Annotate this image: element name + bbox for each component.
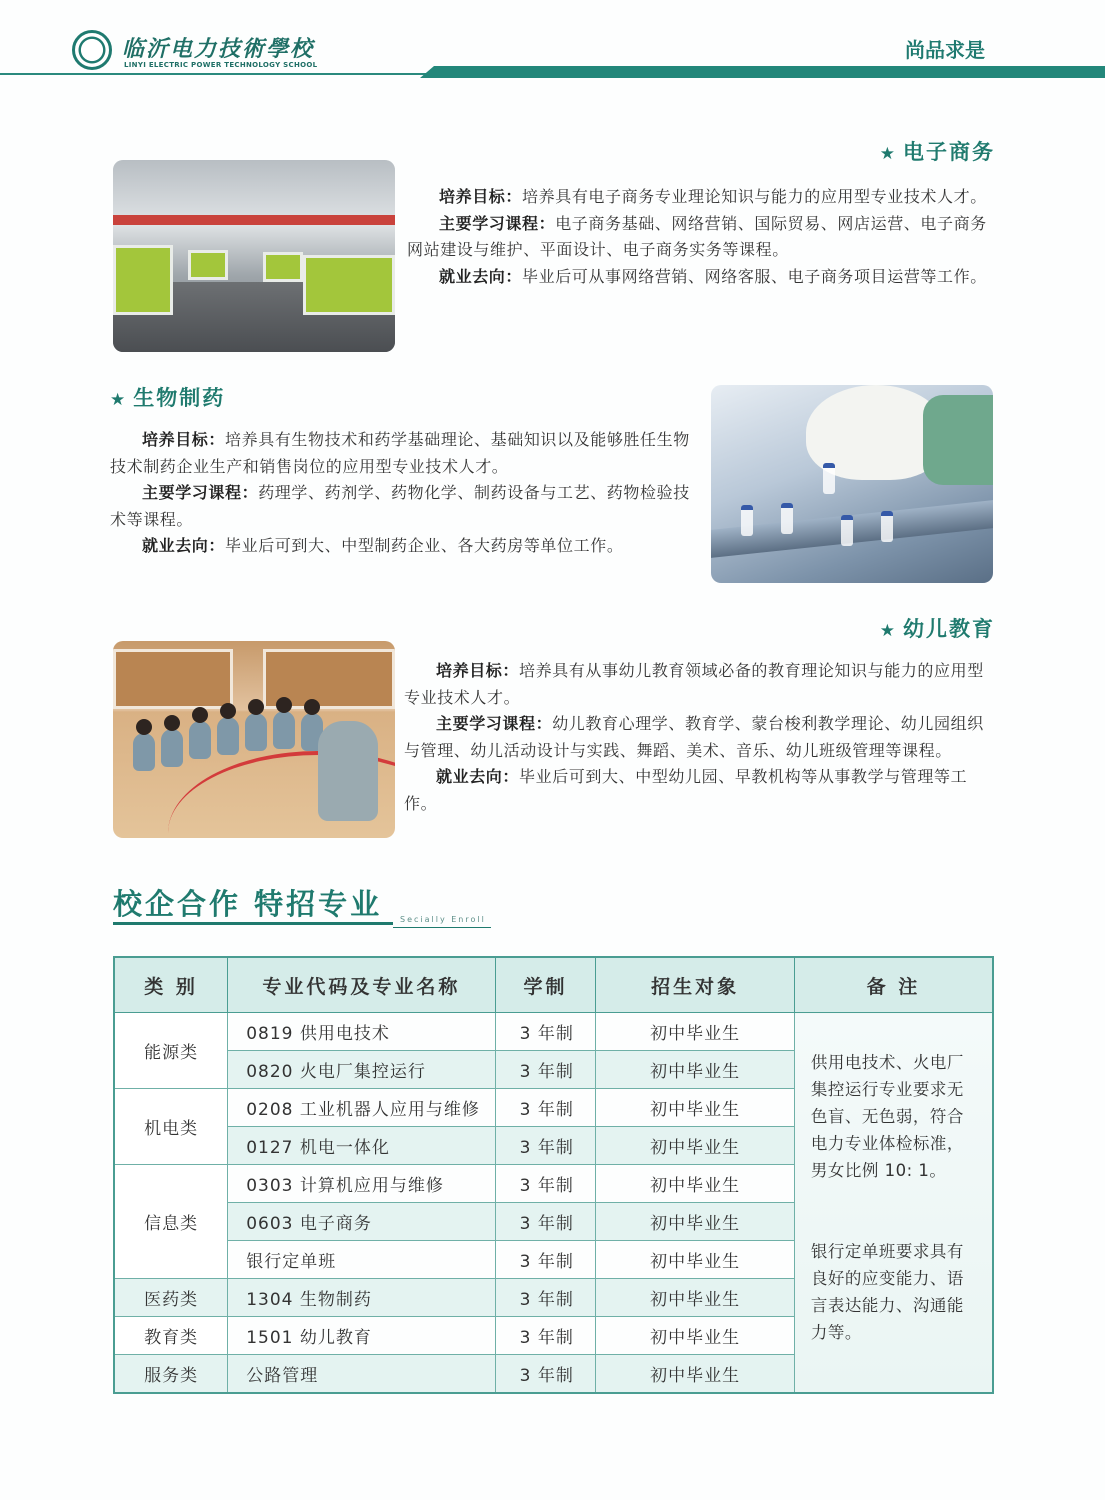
star-icon: ★: [110, 390, 128, 410]
enroll-heading: 校企合作 特招专业: [113, 887, 383, 921]
duration-cell: 3 年制: [495, 1165, 596, 1203]
kindergarten-photo: [113, 641, 395, 838]
column-header: 学制: [495, 957, 596, 1013]
table-row: [114, 1013, 993, 1051]
school-seal-icon: [72, 30, 112, 70]
enroll-table: [113, 956, 994, 1394]
major-cell: 0820 火电厂集控运行: [228, 1051, 495, 1089]
duration-cell: 3 年制: [495, 1317, 596, 1355]
star-icon: ★: [879, 144, 897, 164]
paragraph: 培养目标：培养具有电子商务专业理论知识与能力的应用型专业技术人才。: [439, 187, 987, 206]
note-text: 供用电技术、火电厂集控运行专业要求无色盲、无色弱，符合电力专业体检标准，男女比例 10: 1。: [810, 1053, 964, 1180]
section-title-preschool: ★ 幼儿教育: [879, 617, 995, 641]
table-header-row: [114, 957, 993, 1013]
paragraph: 培养目标：培养具有生物技术和药学基础理论、基础知识以及能够胜任生物技术制药企业生产和销售岗位的应用型专业技术人才。: [110, 430, 690, 476]
duration-cell: 3 年制: [495, 1203, 596, 1241]
category-cell: 教育类: [114, 1317, 228, 1355]
target-cell: 初中毕业生: [596, 1051, 794, 1089]
category-cell: 机电类: [114, 1089, 228, 1165]
heading-underline: [113, 922, 393, 925]
duration-cell: 3 年制: [495, 1127, 596, 1165]
page-header: [0, 0, 1105, 80]
target-cell: 初中毕业生: [596, 1089, 794, 1127]
section-body-preschool: [404, 658, 999, 817]
duration-cell: 3 年制: [495, 1013, 596, 1051]
target-cell: 初中毕业生: [596, 1279, 794, 1317]
target-cell: 初中毕业生: [596, 1165, 794, 1203]
paragraph: 就业去向：毕业后可到大、中型幼儿园、早教机构等从事教学与管理等工作。: [404, 767, 968, 813]
duration-cell: 3 年制: [495, 1279, 596, 1317]
note-text: 银行定单班要求具有良好的应变能力、语言表达能力、沟通能力等。: [810, 1242, 964, 1342]
target-cell: 初中毕业生: [596, 1203, 794, 1241]
major-cell: 0303 计算机应用与维修: [228, 1165, 495, 1203]
target-cell: 初中毕业生: [596, 1355, 794, 1394]
major-cell: 公路管理: [228, 1355, 495, 1394]
paragraph: 就业去向：毕业后可从事网络营销、网络客服、电子商务项目运营等工作。: [439, 266, 987, 286]
target-cell: 初中毕业生: [596, 1241, 794, 1279]
school-name-en: LINYI ELECTRIC POWER TECHNOLOGY SCHOOL: [124, 61, 318, 69]
paragraph: 主要学习课程：药理学、药剂学、药物化学、制药设备与工艺、药物检验技术等课程。: [110, 483, 690, 529]
header-band: [420, 66, 1105, 78]
section-body-biopharma: [110, 427, 702, 560]
major-cell: 0127 机电一体化: [228, 1127, 495, 1165]
paragraph: 培养目标：培养具有从事幼儿教育领域必备的教育理论知识与能力的应用型专业技术人才。: [404, 661, 984, 707]
school-motto: 尚品求是: [905, 38, 985, 62]
major-cell: 银行定单班: [228, 1241, 495, 1279]
section-title-ecommerce: ★ 电子商务: [879, 140, 995, 164]
target-cell: 初中毕业生: [596, 1317, 794, 1355]
column-header: 招生对象: [596, 957, 794, 1013]
section-title-biopharma: ★ 生物制药: [110, 386, 226, 410]
column-header: 备 注: [794, 957, 993, 1013]
enroll-subheading: Secially Enroll: [400, 915, 486, 924]
major-cell: 0819 供用电技术: [228, 1013, 495, 1051]
target-cell: 初中毕业生: [596, 1013, 794, 1051]
paragraph: 主要学习课程：幼儿教育心理学、教育学、蒙台梭利教学理论、幼儿园组织与管理、幼儿活动设计与实践、舞蹈、美术、音乐、幼儿班级管理等课程。: [404, 714, 984, 760]
major-cell: 0603 电子商务: [228, 1203, 495, 1241]
major-cell: 1304 生物制药: [228, 1279, 495, 1317]
category-cell: 信息类: [114, 1165, 228, 1279]
duration-cell: 3 年制: [495, 1051, 596, 1089]
section-body-ecommerce: [407, 184, 999, 290]
target-cell: 初中毕业生: [596, 1127, 794, 1165]
major-cell: 1501 幼儿教育: [228, 1317, 495, 1355]
notes-cell: [794, 1013, 993, 1394]
major-cell: 0208 工业机器人应用与维修: [228, 1089, 495, 1127]
duration-cell: 3 年制: [495, 1241, 596, 1279]
duration-cell: 3 年制: [495, 1355, 596, 1394]
pharma-vial-photo: [711, 385, 993, 583]
star-icon: ★: [879, 621, 897, 641]
ecommerce-classroom-photo: [113, 160, 395, 352]
school-name: 临沂电力技術學校: [122, 36, 315, 62]
category-cell: 能源类: [114, 1013, 228, 1089]
paragraph: 主要学习课程：电子商务基础、网络营销、国际贸易、网店运营、电子商务网站建设与维护、平面设计、电子商务实务等课程。: [407, 213, 987, 259]
paragraph: 就业去向：毕业后可到大、中型制药企业、各大药房等单位工作。: [142, 536, 624, 555]
duration-cell: 3 年制: [495, 1089, 596, 1127]
column-header: 专业代码及专业名称: [228, 957, 495, 1013]
heading-underline-thin: [393, 927, 491, 928]
category-cell: 服务类: [114, 1355, 228, 1394]
column-header: 类 别: [114, 957, 228, 1013]
category-cell: 医药类: [114, 1279, 228, 1317]
